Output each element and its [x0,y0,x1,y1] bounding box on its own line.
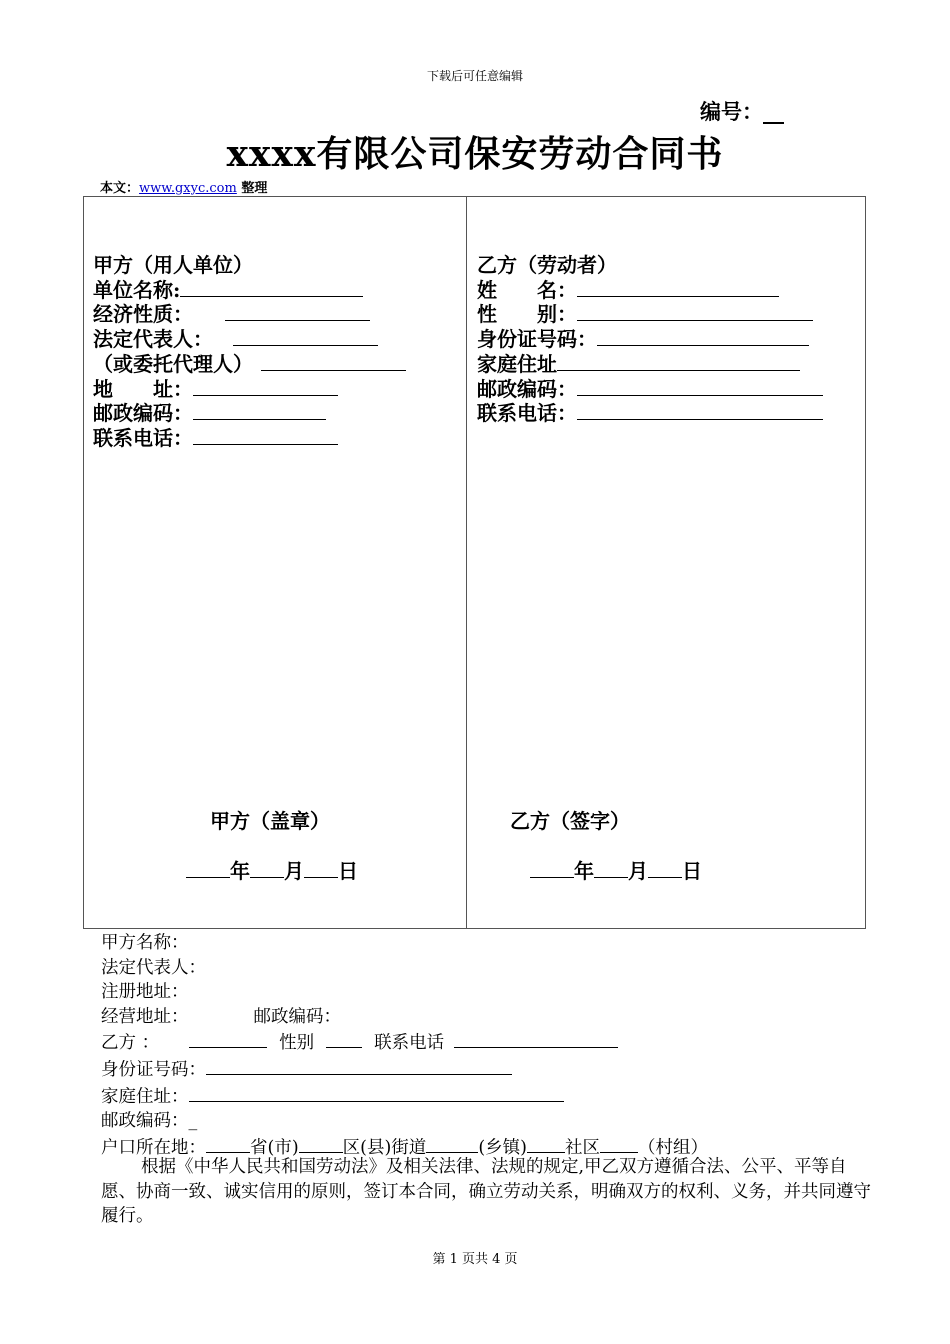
detail-b-row: 乙方 ： 性别 联系电话 [101,1029,708,1056]
party-a-phone: 联系电话： [93,426,406,451]
party-a-address: 地 址： [93,377,406,402]
party-b-sign-label: 乙方（签字） [510,809,630,833]
detail-b-id: 身份证号码： [101,1056,708,1083]
party-a-legal-rep: 法定代表人： [93,327,406,352]
top-note: 下载后可任意编辑 [426,69,523,83]
party-b-date: 年 月 日 [530,855,702,884]
detail-a-name: 甲方名称： [101,933,189,953]
detail-a-postal: 邮政编码： [253,1006,341,1027]
document-title: xxxx有限公司保安劳动合同书 [226,133,724,175]
party-a-postal: 邮政编码： [93,401,406,426]
party-a-seal-label: 甲方（盖章） [210,809,330,833]
party-b-phone: 联系电话： [477,401,823,426]
party-b-column [477,253,823,426]
party-a-unit-name: 单位名称: [93,278,406,303]
detail-b-home: 家庭住址： [101,1083,708,1110]
party-b-heading: 乙方（劳动者） [477,253,617,277]
party-b-home-address: 家庭住址 [477,352,823,377]
detail-b-phone: 联系电话 [374,1033,445,1054]
source-prefix: 本文： [100,181,140,196]
source-link[interactable]: www.gxyc.com [139,181,237,196]
detail-a-legal-rep: 法定代表人： [101,957,206,978]
party-b-id-number: 身份证号码： [477,327,823,352]
source-note [100,177,267,196]
party-a-date: 年 月 日 [186,855,358,884]
party-a-column [93,253,406,451]
page-footer: 第 1 页共 4 页 [432,1252,518,1267]
source-suffix: 整理 [236,181,268,196]
parties-divider [466,196,467,929]
contract-preamble: 根据《中华人民共和国劳动法》及相关法律、法规的规定,甲乙双方遵循合法、公平、平等自愿、协商一致、诚实信用的原则，签订本合同，确立劳动关系，明确双方的权利、义务，并共同遵守履行。 [101,1157,871,1227]
detail-hukou: 户口所在地： 省(市) 区(县)街道 (乡镇) 社区 （村组） [101,1134,708,1161]
detail-a-reg-address: 注册地址： [101,982,189,1003]
party-b-gender: 性 别： [477,302,823,327]
detail-a-biz-address: 经营地址： 邮政编码： [101,1006,341,1027]
party-a-economic-nature: 经济性质： [93,302,406,327]
detail-b-postal: 邮政编码：_ [101,1111,198,1132]
party-a-agent: （或委托代理人） [93,352,406,377]
contract-details [101,931,708,1160]
party-a-heading: 甲方（用人单位） [93,253,253,277]
contract-number-label: 编号：__ [700,99,784,124]
detail-b-gender: 性别 [279,1033,315,1054]
party-b-name: 姓 名： [477,278,823,303]
party-b-postal: 邮政编码： [477,377,823,402]
